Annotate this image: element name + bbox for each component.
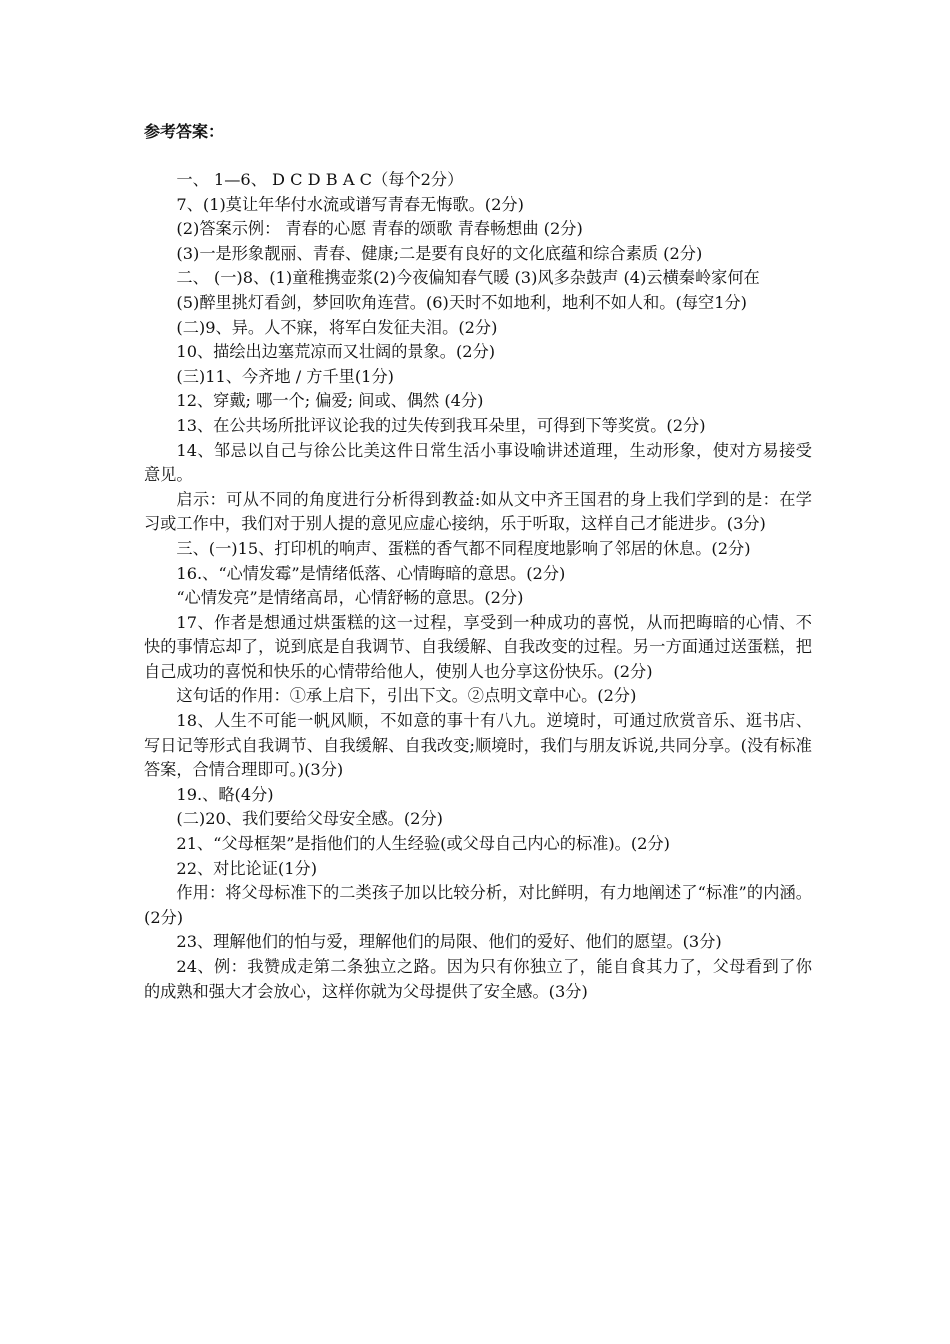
answer-paragraph-6: (5)醉里挑灯看剑，梦回吹角连营。(6)天时不如地利，地利不如人和。(每空1分): [176, 292, 747, 312]
answer-paragraph-20: 19.、略(4分): [176, 784, 274, 804]
answer-paragraph-16: “心情发亮”是情绪高昂，心情舒畅的意思。(2分): [176, 588, 524, 608]
answer-paragraph-3: (2)答案示例： 青春的心愿 青春的颂歌 青春畅想曲 (2分): [176, 219, 583, 239]
answer-paragraph-19: 18、人生不可能一帆风顺，不如意的事十有八九。逆境时，可通过欣赏音乐、逛书店、写日记等形式自我调节、自我缓解、自我改变;顺境时，我们与朋友诉说,共同分享。(没有标准答案，合情合理即可。)(3分): [144, 711, 812, 780]
answer-paragraph-14: 三、(一)15、打印机的响声、蛋糕的香气都不同程度地影响了邻居的休息。(2分): [176, 538, 751, 558]
answer-paragraph-24: 作用：将父母标准下的二类孩子加以比较分析，对比鲜明，有力地阐述了“标准”的内涵。(2分): [144, 883, 812, 927]
answer-paragraph-15: 16.、“心情发霉”是情绪低落、心情晦暗的意思。(2分): [176, 563, 566, 583]
answer-paragraph-7: (二)9、异。人不寐，将军白发征夫泪。(2分): [176, 317, 498, 337]
answer-paragraph-12: 14、邹忌以自己与徐公比美这件日常生活小事设喻讲述道理，生动形象，使对方易接受意见。: [144, 440, 812, 485]
answer-paragraph-26: 24、例：我赞成走第二条独立之路。因为只有你独立了，能自食其力了，父母看到了你的成熟和强大才会放心，这样你就为父母提供了安全感。(3分): [144, 957, 812, 1001]
document-heading: 参考答案：: [144, 122, 225, 141]
answer-paragraph-18: 这句话的作用：①承上启下，引出下文。②点明文章中心。(2分): [176, 686, 637, 706]
answer-paragraph-17: 17、作者是想通过烘蛋糕的这一过程，享受到一种成功的喜悦，从而把晦暗的心情、不快的事情忘却了，说到底是自我调节、自我缓解、自我改变的过程。另一方面通过送蛋糕，把自己成功的喜悦和快乐的心情带给他人，使别人也分享这份快乐。(2分): [144, 612, 812, 681]
answer-paragraph-11: 13、在公共场所批评议论我的过失传到我耳朵里，可得到下等奖赏。(2分): [176, 415, 706, 435]
answer-paragraph-2: 7、(1)莫让年华付水流或谱写青春无悔歌。(2分): [176, 194, 524, 214]
answer-paragraph-4: (3)一是形象靓丽、青春、健康;二是要有良好的文化底蕴和综合素质 (2分): [176, 243, 703, 263]
answer-paragraph-13: 启示：可从不同的角度进行分析得到教益:如从文中齐王国君的身上我们学到的是：在学习或工作中，我们对于别人提的意见应虚心接纳，乐于听取，这样自己才能进步。(3分): [144, 489, 812, 534]
answer-paragraph-25: 23、理解他们的怕与爱，理解他们的局限、他们的爱好、他们的愿望。(3分): [176, 932, 722, 952]
answer-paragraph-21: (二)20、我们要给父母安全感。(2分): [176, 809, 443, 829]
answer-paragraph-5: 二、 (一)8、(1)童稚携壶浆(2)今夜偏知春气暖 (3)风多杂鼓声 (4)云横秦岭家何在: [176, 268, 760, 288]
answer-paragraph-9: (三)11、今齐地 / 方千里(1分): [176, 366, 394, 386]
answer-paragraph-22: 21、“父母框架”是指他们的人生经验(或父母自己内心的标准)。(2分): [176, 834, 670, 854]
answer-key-document: [144, 120, 812, 1004]
answer-paragraph-8: 10、描绘出边塞荒凉而又壮阔的景象。(2分): [176, 342, 496, 362]
answer-paragraph-1: 一、 1—6、 D C D B A C（每个2分）: [176, 170, 464, 189]
answer-paragraph-23: 22、对比论证(1分): [176, 858, 318, 878]
answer-paragraph-10: 12、穿戴; 哪一个; 偏爱; 间或、偶然 (4分): [176, 391, 484, 411]
